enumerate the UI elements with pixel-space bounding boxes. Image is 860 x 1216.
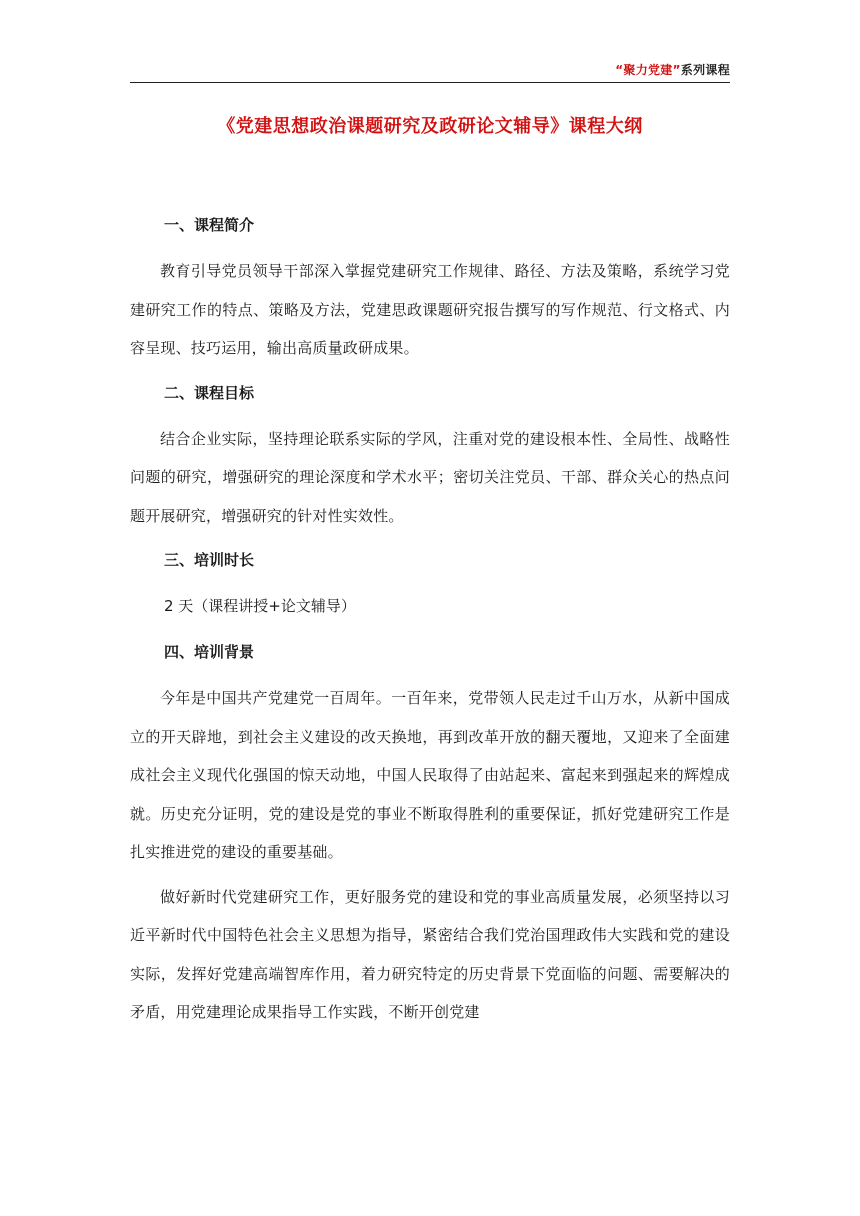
document-title: 《党建思想政治课题研究及政研论文辅导》课程大纲 (217, 116, 643, 137)
section-heading-duration: 三、培训时长 (164, 551, 255, 569)
duration-text: 2 天（课程讲授+论文辅导） (164, 597, 356, 615)
section-heading-background: 四、培训背景 (164, 643, 255, 661)
background-paragraph-2: 做好新时代党建研究工作，更好服务党的建设和党的事业高质量发展，必须坚持以习近平新时代中国特色社会主义思想为指导，紧密结合我们党治国理政伟大实践和党的建设实际，发挥好党建高端智库作用，着力研究特定的历史背景下党面临的问题、需要解决的矛盾，用党建理论成果指导工作实践，不断开创党建 (130, 887, 730, 1021)
background-paragraph-1: 今年是中国共产党建党一百周年。一百年来，党带领人民走过千山万水，从新中国成立的开天辟地，到社会主义建设的改天换地，再到改革开放的翻天覆地，又迎来了全面建成社会主义现代化强国的惊天动地，中国人民取得了由站起来、富起来到强起来的辉煌成就。历史充分证明，党的建设是党的事业不断取得胜利的重要保证，抓好党建研究工作是扎实推进党的建设的重要基础。 (130, 689, 730, 861)
series-name: “聚力党建” (615, 63, 681, 77)
series-suffix: 系列课程 (680, 63, 730, 77)
section-heading-intro: 一、课程简介 (164, 216, 255, 234)
series-label (615, 61, 730, 78)
section-heading-goals: 二、课程目标 (164, 383, 255, 402)
intro-paragraph: 教育引导党员领导干部深入掌握党建研究工作规律、路径、方法及策略，系统学习党建研究工作的特点、策略及方法，党建思政课题研究报告撰写的写作规范、行文格式、内容呈现、技巧运用，输出高质量政研成果。 (130, 262, 730, 357)
page-header (130, 58, 730, 83)
document-body (130, 200, 730, 1032)
goals-paragraph: 结合企业实际，坚持理论联系实际的学风，注重对党的建设根本性、全局性、战略性问题的研究，增强研究的理论深度和学术水平；密切关注党员、干部、群众关心的热点问题开展研究，增强研究的针对性实效性。 (130, 429, 730, 525)
